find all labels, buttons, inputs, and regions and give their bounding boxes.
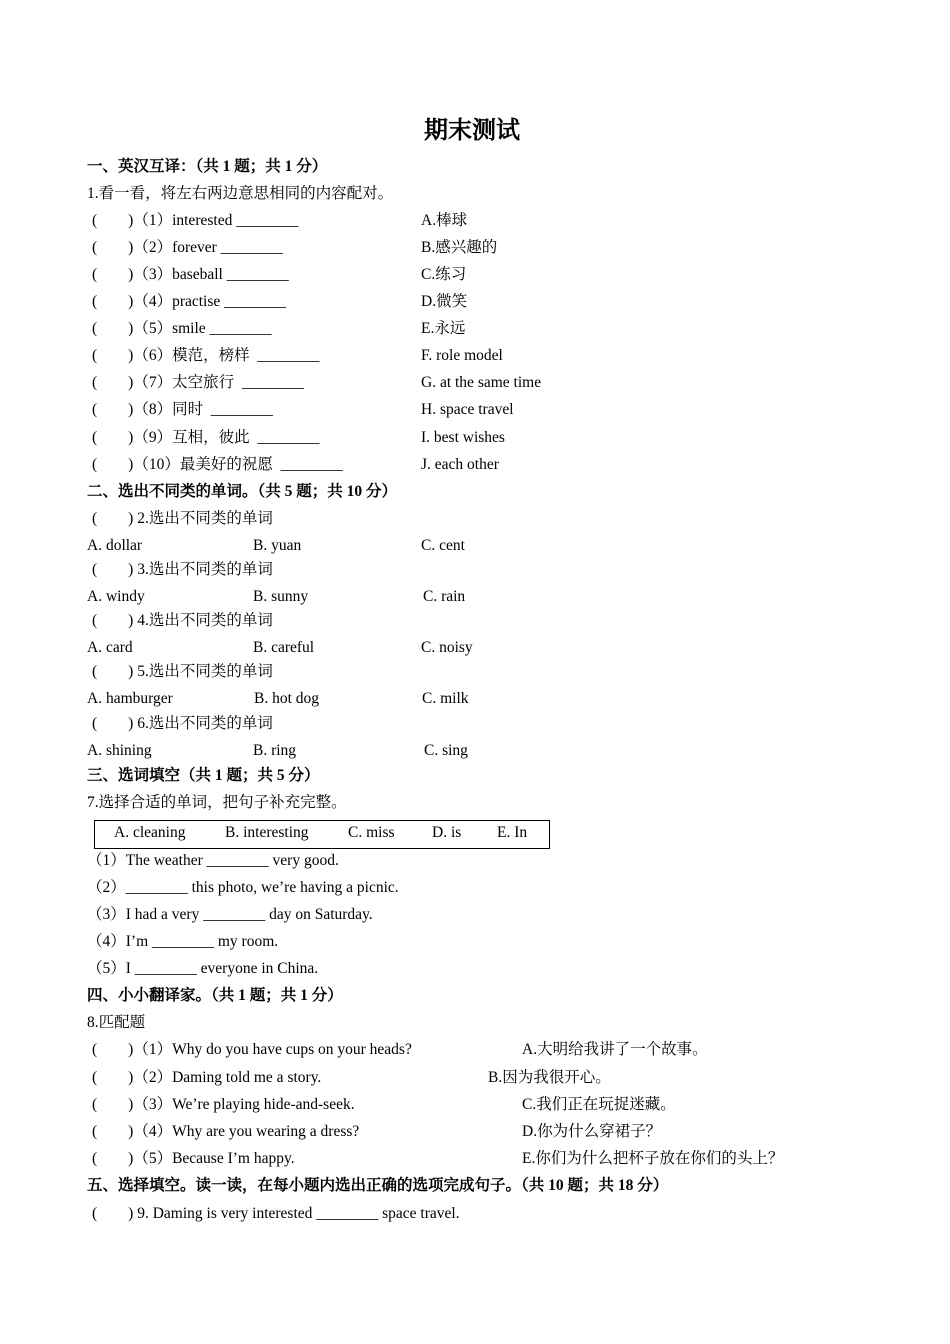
fill-sentence-1: （1）The weather ________ very good. [87,852,339,869]
question-4-option-b: B. careful [253,639,315,656]
match-left-3: ( )（3）baseball ________ [92,266,289,283]
question-4-option-c: C. noisy [421,639,473,656]
translate-right-3: C.我们正在玩捉迷藏。 [522,1096,676,1113]
fill-sentence-3: （3）I had a very ________ day on Saturday. [87,906,373,923]
fill-sentence-4: （4）I’m ________ my room. [87,933,279,950]
translate-left-5: ( )（5）Because I’m happy. [92,1150,295,1167]
match-right-5: E.永远 [421,320,466,337]
question-2-option-c: C. cent [421,537,465,554]
question-2-option-b: B. yuan [253,537,302,554]
match-left-1: ( )（1）interested ________ [92,212,299,229]
section5-heading: 五、选择填空。读一读，在每小题内选出正确的选项完成句子。（共 10 题；共 18 分） [87,1177,669,1194]
match-right-2: B.感兴趣的 [421,239,498,256]
section4-heading: 四、小小翻译家。（共 1 题；共 1 分） [87,987,343,1004]
page-title: 期末测试 [424,118,520,144]
word-option-c: C. miss [348,824,395,841]
match-right-4: D.微笑 [421,293,468,310]
question-4-stem: ( ) 4.选出不同类的单词 [92,612,273,629]
question-5-option-a: A. hamburger [87,690,173,707]
match-left-6: ( )（6）模范，榜样 ________ [92,347,320,364]
question-6-option-a: A. shining [87,742,152,759]
match-left-8: ( )（8）同时 ________ [92,401,273,418]
question-9: ( ) 9. Daming is very interested ________ space travel. [92,1205,460,1222]
match-right-8: H. space travel [421,401,514,418]
section2-heading: 二、选出不同类的单词。（共 5 题；共 10 分） [87,483,398,500]
word-option-b: B. interesting [225,824,309,841]
translate-right-5: E.你们为什么把杯子放在你们的头上？ [522,1150,784,1167]
match-right-6: F. role model [421,347,503,364]
word-option-d: D. is [432,824,462,841]
question-3-option-b: B. sunny [253,588,309,605]
match-right-10: J. each other [421,456,499,473]
match-right-9: I. best wishes [421,429,505,446]
match-left-9: ( )（9）互相，彼此 ________ [92,429,320,446]
match-right-7: G. at the same time [421,374,542,391]
section3-heading: 三、选词填空（共 1 题；共 5 分） [87,767,320,784]
section4-instruction: 8.匹配题 [87,1014,146,1031]
match-right-1: A.棒球 [421,212,468,229]
translate-left-4: ( )（4）Why are you wearing a dress? [92,1123,360,1140]
question-2-option-a: A. dollar [87,537,143,554]
match-left-10: ( )（10）最美好的祝愿 ________ [92,456,343,473]
fill-sentence-2: （2）________ this photo, we’re having a picnic. [87,879,399,896]
question-5-stem: ( ) 5.选出不同类的单词 [92,663,273,680]
question-3-stem: ( ) 3.选出不同类的单词 [92,561,273,578]
question-3-option-a: A. windy [87,588,145,605]
translate-right-4: D.你为什么穿裙子？ [522,1123,662,1140]
question-5-option-b: B. hot dog [254,690,320,707]
question-6-option-b: B. ring [253,742,297,759]
section3-instruction: 7.选择合适的单词，把句子补充完整。 [87,794,347,811]
match-left-2: ( )（2）forever ________ [92,239,283,256]
question-5-option-c: C. milk [422,690,469,707]
word-option-e: E. In [497,824,528,841]
question-6-stem: ( ) 6.选出不同类的单词 [92,715,273,732]
translate-left-1: ( )（1）Why do you have cups on your heads? [92,1041,412,1058]
translate-left-3: ( )（3）We’re playing hide-and-seek. [92,1096,355,1113]
match-left-5: ( )（5）smile ________ [92,320,272,337]
match-right-3: C.练习 [421,266,467,283]
match-left-4: ( )（4）practise ________ [92,293,287,310]
match-left-7: ( )（7）太空旅行 ________ [92,374,304,391]
question-3-option-c: C. rain [423,588,466,605]
translate-right-1: A.大明给我讲了一个故事。 [522,1041,708,1058]
question-2-stem: ( ) 2.选出不同类的单词 [92,510,273,527]
question-4-option-a: A. card [87,639,133,656]
question-6-option-c: C. sing [424,742,468,759]
fill-sentence-5: （5）I ________ everyone in China. [87,960,319,977]
section1-instruction: 1.看一看，将左右两边意思相同的内容配对。 [87,185,394,202]
translate-right-2: B.因为我很开心。 [488,1069,611,1086]
translate-left-2: ( )（2）Daming told me a story. [92,1069,322,1086]
word-option-a: A. cleaning [114,824,186,841]
section1-heading: 一、英汉互译：（共 1 题；共 1 分） [87,158,328,175]
